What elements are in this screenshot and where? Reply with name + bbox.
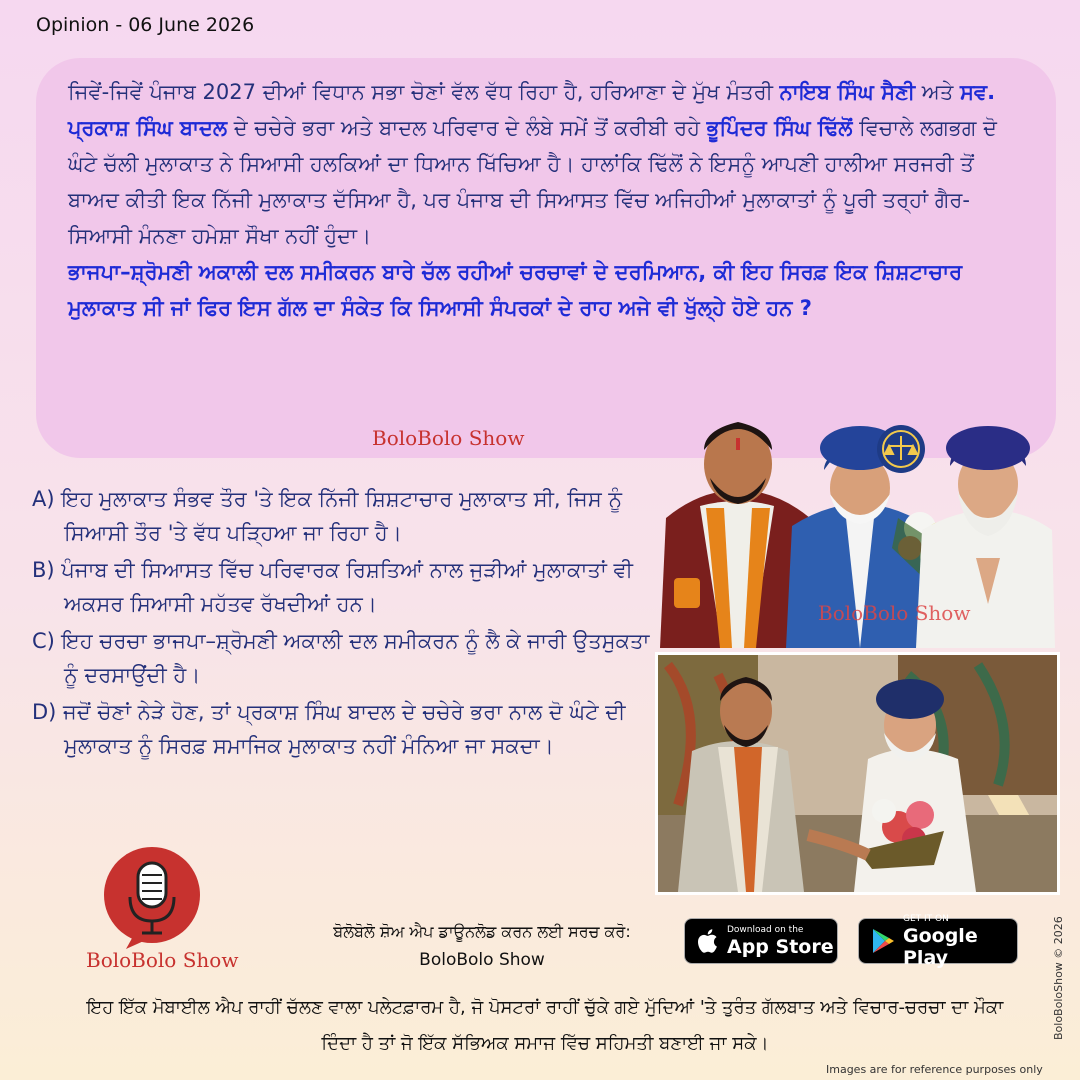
question-text: ਭਾਜਪਾ–ਸ਼੍ਰੋਮਣੀ ਅਕਾਲੀ ਦਲ ਸਮੀਕਰਨ ਬਾਰੇ ਚੱਲ ਰਹੀਆਂ ਚਰਚਾਵਾਂ ਦੇ ਦਰਮਿਆਨ, ਕੀ ਇਹ ਸਿਰਫ਼ ਇਕ ਸ਼ਿਸ਼ਟਾਚਾਰ ਮੁਲਾਕਾਤ ਸੀ ਜਾਂ ਫਿਰ ਇਸ ਗੱਲ ਦਾ ਸੰਕੇਤ ਕਿ ਸਿਆਸੀ ਸੰਪਰਕਾਂ ਦੇ ਰਾਹ ਅਜੇ ਵੀ ਖੁੱਲ੍ਹੇ ਹੋਏ ਹਨ ? — [68, 260, 963, 320]
date-header: Opinion - 06 June 2026 — [36, 14, 255, 36]
google-play-top-text: GET IT ON — [903, 913, 949, 924]
microphone-icon — [86, 845, 246, 950]
logo-text: BoloBolo Show — [86, 948, 239, 972]
google-play-button[interactable] — [858, 913, 1018, 969]
option-c[interactable]: C) ਇਹ ਚਰਚਾ ਭਾਜਪਾ–ਸ਼੍ਰੋਮਣੀ ਅਕਾਲੀ ਦਲ ਸਮੀਕਰਨ ਨੂੰ ਲੈ ਕੇ ਜਾਰੀ ਉਤਸੁਕਤਾ ਨੂੰ ਦਰਸਾਉਂਦੀ ਹੈ। — [32, 629, 650, 687]
highlight-name-dhillon: ਭੂਪਿੰਦਰ ਸਿੰਘ ਢਿੱਲੋਂ — [706, 116, 853, 140]
google-play-icon — [871, 928, 895, 954]
highlight-name-badal: ਸਵ. ਪ੍ਰਕਾਸ਼ ਸਿੰਘ ਬਾਦਲ — [68, 80, 996, 140]
apple-icon — [697, 928, 719, 954]
footer-description: ਇਹ ਇੱਕ ਮੋਬਾਈਲ ਐਪ ਰਾਹੀਂ ਚੱਲਣ ਵਾਲਾ ਪਲੇਟਫ਼ਾਰਮ ਹੈ, ਜੋ ਪੋਸਟਰਾਂ ਰਾਹੀਂ ਚੁੱਕੇ ਗਏ ਮੁੱਦਿਆਂ 'ਤੇ ਤੁਰੰਤ ਗੱਲਬਾਤ ਅਤੇ ਵਿਚਾਰ-ਚਰਚਾ ਦਾ ਮੌਕਾ ਦਿੰਦਾ ਹੈ ਤਾਂ ਜੋ ਇੱਕ ਸੱਭਿਅਕ ਸਮਾਜ ਵਿੱਚ ਸਹਿਮਤੀ ਬਣਾਈ ਜਾ ਸਕੇ। — [86, 997, 1004, 1054]
option-d[interactable]: D) ਜਦੋਂ ਚੋਣਾਂ ਨੇੜੇ ਹੋਣ, ਤਾਂ ਪ੍ਰਕਾਸ਼ ਸਿੰਘ ਬਾਦਲ ਦੇ ਚਚੇਰੇ ਭਰਾ ਨਾਲ ਦੋ ਘੰਟੇ ਦੀ ਮੁਲਾਕਾਤ ਨੂੰ ਸਿਰਫ਼ ਸਮਾਜਿਕ ਮੁਲਾਕਾਤ ਨਹੀਂ ਮੰਨਿਆ ਜਾ ਸਕਦਾ। — [32, 700, 626, 758]
app-store-top-text: Download on the — [727, 924, 804, 935]
google-play-main-text: Google Play — [903, 924, 978, 969]
intro-paragraph — [68, 74, 1028, 254]
intro-text-2: ਅਤੇ — [915, 80, 960, 104]
meeting-photo-scene — [658, 655, 1057, 892]
app-store-label — [727, 925, 834, 958]
meeting-photo — [655, 652, 1060, 895]
download-instructions — [296, 918, 668, 974]
intro-text-3: ਦੇ ਚਚੇਰੇ ਭਰਾ ਅਤੇ ਬਾਦਲ ਪਰਿਵਾਰ ਦੇ ਲੰਬੇ ਸਮੇਂ ਤੋਂ ਕਰੀਬੀ ਰਹੇ — [227, 116, 707, 140]
download-app-name: BoloBolo Show — [419, 950, 545, 970]
watermark-text-2: BoloBolo Show — [818, 601, 971, 625]
option-a[interactable]: A) ਇਹ ਮੁਲਾਕਾਤ ਸੰਭਵ ਤੌਰ 'ਤੇ ਇਕ ਨਿੱਜੀ ਸ਼ਿਸ਼ਟਾਚਾਰ ਮੁਲਾਕਾਤ ਸੀ, ਜਿਸ ਨੂੰ ਸਿਆਸੀ ਤੌਰ 'ਤੇ ਵੱਧ ਪੜ੍ਹਿਆ ਜਾ ਰਿਹਾ ਹੈ। — [32, 487, 623, 545]
intro-text-1: ਜਿਵੇਂ-ਜਿਵੇਂ ਪੰਜਾਬ 2027 ਦੀਆਂ ਵਿਧਾਨ ਸਭਾ ਚੋਣਾਂ ਵੱਲ ਵੱਧ ਰਿਹਾ ਹੈ, ਹਰਿਆਣਾ ਦੇ ਮੁੱਖ ਮੰਤਰੀ — [68, 80, 780, 104]
google-play-label — [903, 914, 1017, 969]
highlight-name-saini: ਨਾਇਬ ਸਿੰਘ ਸੈਣੀ — [779, 80, 916, 104]
copyright-text: BoloBoloShow © 2026 — [1052, 916, 1065, 1040]
app-store-main-text: App Store — [727, 935, 834, 958]
app-store-button[interactable] — [684, 918, 838, 964]
intro-box — [36, 58, 1056, 458]
reference-note: Images are for reference purposes only — [826, 1063, 1043, 1076]
option-b[interactable]: B) ਪੰਜਾਬ ਦੀ ਸਿਆਸਤ ਵਿੱਚ ਪਰਿਵਾਰਕ ਰਿਸ਼ਤਿਆਂ ਨਾਲ ਜੁੜੀਆਂ ਮੁਲਾਕਾਤਾਂ ਵੀ ਅਕਸਰ ਸਿਆਸੀ ਮਹੱਤਵ ਰੱਖਦੀਆਂ ਹਨ। — [32, 558, 633, 616]
download-search-text: ਬੋਲੋਬੋਲੋ ਸ਼ੋਅ ਐਪ ਡਾਊਨਲੋਡ ਕਰਨ ਲਈ ਸਰਚ ਕਰੋ: — [333, 922, 631, 941]
intro-text-4: ਵਿਚਾਲੇ ਲਗਭਗ ਦੋ ਘੰਟੇ ਚੱਲੀ ਮੁਲਾਕਾਤ ਨੇ ਸਿਆਸੀ ਹਲਕਿਆਂ ਦਾ ਧਿਆਨ ਖਿੱਚਿਆ ਹੈ। ਹਾਲਾਂਕਿ ਢਿੱਲੋਂ ਨੇ ਇਸਨੂੰ ਆਪਣੀ ਹਾਲੀਆ ਸਰਜਰੀ ਤੋਂ ਬਾਅਦ ਕੀਤੀ ਇਕ ਨਿੱਜੀ ਮੁਲਾਕਾਤ ਦੱਸਿਆ ਹੈ, ਪਰ ਪੰਜਾਬ ਦੀ ਸਿਆਸਤ ਵਿੱਚ ਅਜਿਹੀਆਂ ਮੁਲਾਕਾਤਾਂ ਨੂੰ ਪੂਰੀ ਤਰ੍ਹਾਂ ਗੈਰ-ਸਿਆਸੀ ਮੰਨਣਾ ਹਮੇਸ਼ਾ ਸੌਖਾ ਨਹੀਂ ਹੁੰਦਾ। — [68, 116, 997, 248]
options-list — [32, 482, 652, 766]
watermark-text: BoloBolo Show — [372, 426, 525, 450]
